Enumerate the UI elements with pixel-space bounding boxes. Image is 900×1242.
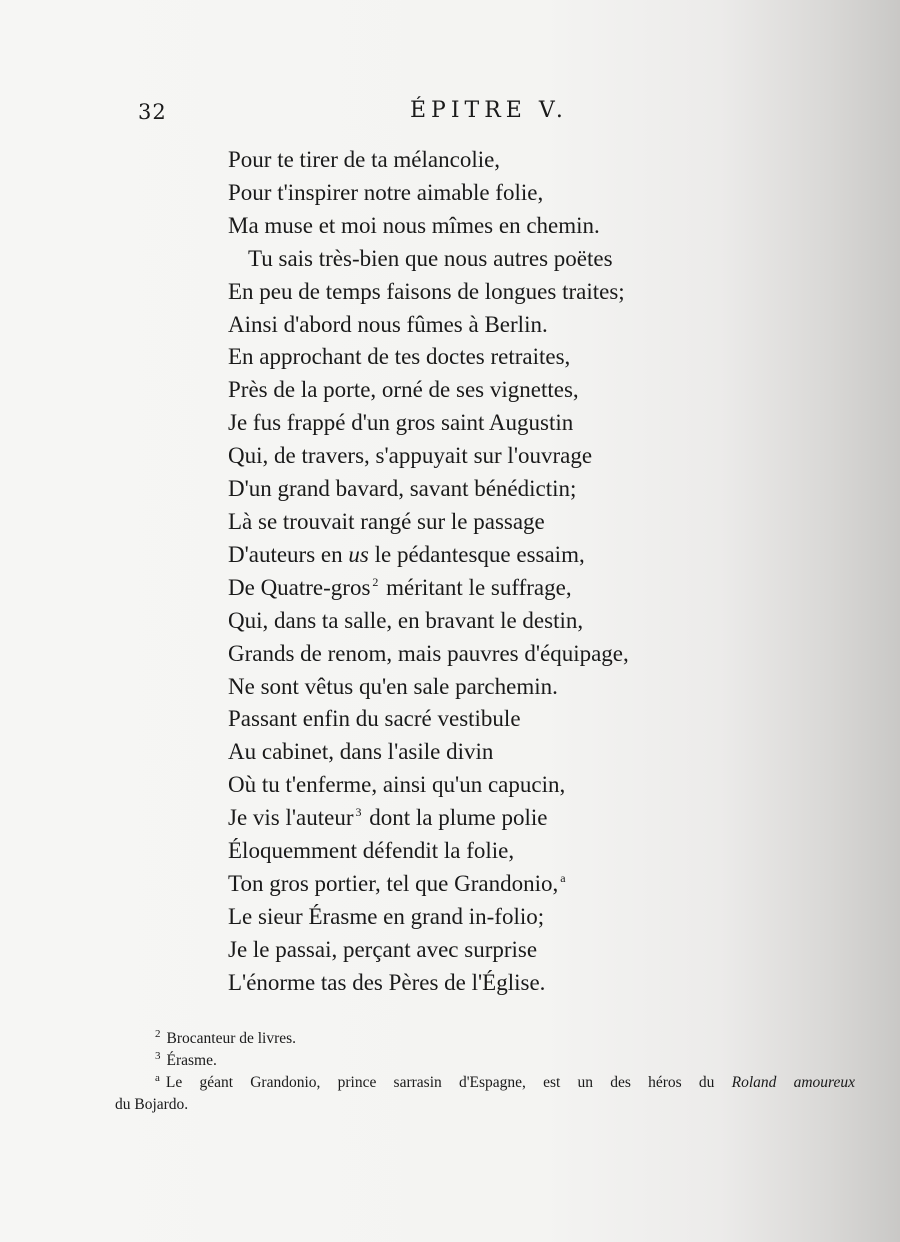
verse-line: Passant enfin du sacré vestibule	[228, 706, 521, 732]
verse-line: Qui, de travers, s'appuyait sur l'ouvrage	[228, 443, 593, 469]
verse-text: méritant le suffrage,	[380, 574, 572, 600]
verse-italic-text: us	[348, 541, 369, 567]
verse-line	[228, 539, 788, 572]
verse-block	[228, 144, 788, 1000]
verse-line	[228, 572, 788, 605]
verse-line: Pour t'inspirer notre aimable folie,	[228, 179, 544, 205]
footnote-mark: 3	[155, 1049, 161, 1062]
verse-text: Je vis l'auteur	[228, 805, 354, 831]
running-title: ÉPITRE V.	[410, 98, 568, 123]
footnote	[115, 1028, 855, 1050]
verse-line	[228, 868, 788, 901]
footnote-reference[interactable]: 2	[372, 575, 379, 590]
footnote-mark: 2	[155, 1027, 161, 1040]
verse-line: Grands de renom, mais pauvres d'équipage,	[228, 640, 629, 666]
verse-line: Ma muse et moi nous mîmes en chemin.	[228, 212, 600, 238]
verse-line	[228, 802, 788, 835]
verse-text: De Quatre-gros	[228, 574, 371, 600]
footnote-text: Érasme.	[166, 1052, 217, 1069]
verse-line: Je le passai, perçant avec surprise	[228, 936, 538, 962]
footnotes	[115, 1028, 855, 1116]
footnote-continuation: du Bojardo.	[115, 1096, 189, 1113]
page-number: 32	[138, 100, 167, 124]
verse-line: Là se trouvait rangé sur le passage	[228, 508, 545, 534]
footnote	[115, 1050, 855, 1072]
verse-line: Tu sais très-bien que nous autres poëtes	[248, 245, 613, 271]
verse-line: Ne sont vêtus qu'en sale parchemin.	[228, 673, 558, 699]
verse-line: Près de la porte, orné de ses vignettes,	[228, 377, 579, 403]
footnote-reference[interactable]: 3	[355, 805, 362, 820]
verse-line: Au cabinet, dans l'asile divin	[228, 739, 494, 765]
footnote-text: Brocanteur de livres.	[166, 1030, 297, 1047]
verse-line: En peu de temps faisons de longues traites;	[228, 278, 625, 304]
verse-line: Le sieur Érasme en grand in-folio;	[228, 903, 545, 929]
footnote-text: Le géant Grandonio, prince sarrasin d'Espagne, est un des héros du	[165, 1074, 732, 1091]
footnote	[115, 1072, 855, 1094]
verse-line: Où tu t'enferme, ainsi qu'un capucin,	[228, 772, 566, 798]
verse-line: D'un grand bavard, savant bénédictin;	[228, 476, 577, 502]
verse-line: Ainsi d'abord nous fûmes à Berlin.	[228, 311, 548, 337]
verse-line: Je fus frappé d'un gros saint Augustin	[228, 410, 574, 436]
footnote-italic-text: Roland amoureux	[731, 1074, 856, 1091]
verse-text: Ton gros portier, tel que Grandonio,	[228, 870, 559, 896]
verse-text: D'auteurs en	[228, 541, 349, 567]
verse-line: L'énorme tas des Pères de l'Église.	[228, 969, 546, 995]
verse-line: En approchant de tes doctes retraites,	[228, 344, 571, 370]
verse-line: Pour te tirer de ta mélancolie,	[228, 147, 501, 172]
verse-text: le pédantesque essaim,	[368, 541, 585, 567]
footnote-reference[interactable]: a	[560, 871, 566, 886]
verse-line: Éloquemment défendit la folie,	[228, 838, 515, 864]
verse-text: dont la plume polie	[363, 805, 548, 831]
verse-line: Qui, dans ta salle, en bravant le destin,	[228, 607, 584, 633]
footnote-mark: a	[155, 1071, 160, 1084]
